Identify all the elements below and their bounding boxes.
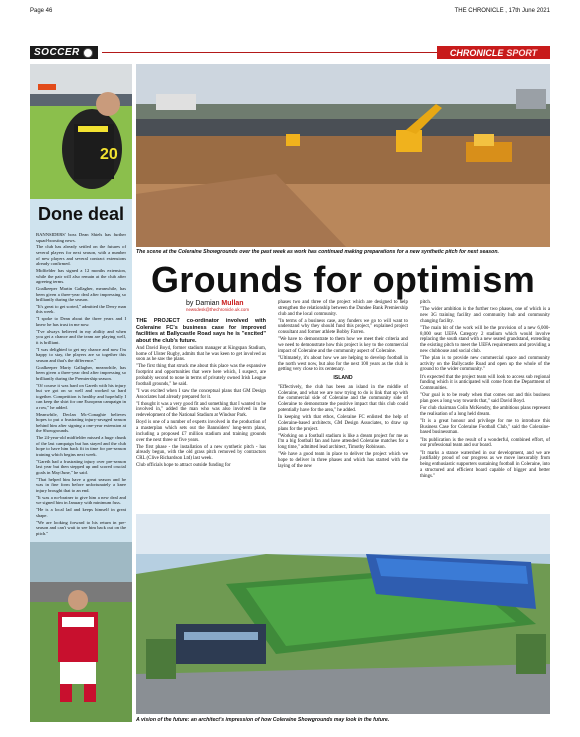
byline-email[interactable]: newsdesk@thechronicle.uk.com (186, 307, 250, 312)
paragraph: The club has already settled on the futures of several players for next season, with a number of new players and several contract extensions already confirmed. (36, 244, 126, 267)
paragraph: BANNSIDERS' boss Dean Shiels has further squad-boosting news. (36, 232, 126, 243)
sidebar-story (30, 64, 132, 722)
brand-banner (437, 46, 550, 59)
paragraph: The 24-year-old midfielder missed a huge chunk of the last campaign but has stayed and the club hope to have him back fit in time for pre-season training which begins next week. (36, 435, 126, 458)
paragraph: "It is a great honour and privilege for me to introduce this Business Case for Coleraine Football Club," said the Coleraine-based businessman. (420, 418, 550, 436)
paragraph: "Our goal is to be ready when that comes out and this business plan goes a long way towards that," said David Boyd. (420, 393, 550, 404)
publication-date: THE CHRONICLE , 17th June 2021 (454, 8, 550, 14)
paragraph: phases two and three of the project which are designed to help strengthen the relationship between the Dundee Bank Premiership club and the local community. (278, 300, 408, 317)
paragraph: In keeping with that ethos, Coleraine FC enlisted the help of Coleraine-based architects, GM Design Associates, to draw up plans for the project. (278, 415, 408, 432)
construction-photo (136, 64, 550, 247)
byline-surname: Mullan (221, 300, 244, 307)
header-rule (102, 52, 437, 53)
football-icon (83, 48, 93, 58)
render-caption: A vision of the future: an architect's impression of how Coleraine Showgrounds may look in the future. (136, 717, 390, 723)
paragraph: "It's great to get sorted," admitted the Derry man this week. (36, 303, 126, 315)
paragraph: "The main bit of the work will be the provision of a new 6,000-8,000 seat UEFA Category 2 stadium which would involve replacing the south stand with a new seated grandstand, extending the existing pitch to meet the UEFA requirements and providing a new clubhouse and social club. (420, 325, 550, 354)
paragraph: "That helped him have a great season and he was in fine form before unfortunately a knee injury brought that to an end. (36, 476, 126, 493)
sidebar-headline: Done deal (37, 204, 125, 224)
sidebar-body (36, 232, 126, 537)
byline-prefix: by Damian (186, 300, 220, 307)
paragraph: "He is a local lad and keeps himself in great shape. (36, 507, 126, 518)
article-column-2 (278, 300, 408, 471)
paragraph: "The plan is to provide new commercial space and community activity on the Ballycastle Road and open up the whole of the ground to the wider community." (420, 355, 550, 373)
paragraph: Boyd is one of a number of experts involved in the production of a masterplan which sets out the Bannsiders' long-term plans, including a proposed £7 million stadium and training grounds over the next three or five years. (136, 420, 266, 443)
paragraph: The first phase - the installation of a new synthetic pitch - has already begun, with the old grass pitch removed by contractors CRL (Clive Richardson Ltd) last week. (136, 444, 266, 462)
paragraph: Meanwhile, Declan Mc-Conaghie believes hopes to put a frustrating injury-ravaged season behind him after signing a one-year extension at the Showgrounds. (36, 411, 126, 434)
paragraph: "I thought it was a very good fit and something that I wanted to be involved in," added the man who was also involved in the redevelopment of the National Stadium at Windsor Park. (136, 401, 266, 419)
player-photo (30, 64, 132, 199)
paragraph: For club chairman Colin McKendry, the ambitious plans represent the realisation of a long held dream. (420, 406, 550, 417)
subheading: ISLAND (333, 375, 353, 382)
paragraph: "The first thing that struck me about this place was the expansive footprint and opportunities that were here which, I suspect, are probably second to none in terms of privately owned Irish League football grounds," he said. (136, 364, 266, 387)
paragraph: "The wider ambition is the further two phases, one of which is a new 3G training facility and community hub and community changing facility. (420, 307, 550, 324)
page-number: Page 46 (30, 8, 53, 14)
paragraph: "I've always believed in my ability and when you get a chance and the team are playing well, it is brilliant. (36, 328, 126, 345)
paragraph: Midfielder has signed a 12 months extension, while the pair will also remain at the club after agreeing terms. (36, 267, 126, 285)
footballer-photo (30, 542, 132, 722)
paragraph: "We have to demonstrate to them how we meet their criteria and we need to demonstrate how this project is key to the commercial impact of Coleraine and the community aspect of Coleraine. (278, 337, 408, 354)
paragraph: It's expected that the project team will look to access sub regional funding which it is anticipated will come from the Department of Communities. (420, 374, 550, 392)
paragraph: "We are looking forward to his return in pre-season and can't wait to see him back out on the pitch." (36, 519, 126, 536)
paragraph: "Of course it was hard on Gareth with his injury but we got on so well and worked so hard together. Competition is healthy and hopefully I can keep the shirt for one European campaign in a row," he added. (36, 382, 126, 410)
article-column-3 (420, 300, 550, 481)
paragraph: "Gareth had a frustrating injury over pre-season last year but then stepped up and scored crucial goals in May/June," he said. (36, 458, 126, 475)
paragraph: "Ultimately, it's about how we are helping to develop football in the north west now, but also for the next 100 years as the club is getting very close to its centenary. (278, 355, 408, 373)
paragraph: Goalkeeper Marty Gallagher, meanwhile, has been given a three-year deal after impressing so brilliantly during the Premiership season. (36, 364, 126, 381)
stadium-render-image (136, 514, 550, 714)
article-column-1 (136, 318, 266, 471)
brand-name: CHRONICLE (449, 47, 504, 58)
paragraph: "I was delighted to get my chance and now I'm happy to stay, the players are so together this season and that's the difference." (36, 346, 126, 363)
paragraph: And David Boyd, former stadium manager at Kingspan Stadium, home of Ulster Rugby, admits that he was keen to get involved as soon as he saw the plans. (136, 345, 266, 363)
paragraph: pitch. (420, 300, 432, 305)
paragraph: "Working on a football stadium is like a dream project for me as I'm a big football fan and have attended Coleraine matches for a long time," admitted lead architect, Timothy Robinson. (278, 433, 408, 451)
paragraph: "I spoke to Dean about the three years and I knew he has trust in me now. (36, 316, 126, 327)
article-headline: Grounds for optimism (151, 259, 535, 300)
paragraph: "We have a good team in place to deliver the project which we hope to deliver in three phases and which has started with the laying of the new (278, 452, 408, 469)
paragraph: THE PROJECT co-ordinator involved with Coleraine FC's business case for improved facilities at Ballycastle Road says he is "excited" about the club's future. (136, 318, 266, 344)
paragraph: "It was a no-brainer to give him a new deal and we signed him in January with minimum fuss. (36, 494, 126, 506)
paragraph: "It marks a stance watershed in our development, and we are justifiably proud of our progress as we move inexorably from being enthusiastic supporters sustaining football in Coleraine, into a structured and efficient board capable of bigger and better things." (420, 450, 550, 479)
paragraph: Club officials hope to attract outside funding for (136, 463, 231, 469)
photo-caption: The scene at the Coleraine Showgrounds over the past week as work has continued making preparations for a new synthetic pitch for next season. (136, 249, 499, 255)
paragraph: Goalkeeper Martin Gallagher, meanwhile, has been given a three-year deal after impressing so brilliantly during the season. (36, 285, 126, 303)
section-label: SOCCER (34, 47, 80, 58)
brand-sub: SPORT (506, 47, 538, 58)
paragraph: "Its publication is the result of a wonderful, combined effort, of our professional team and our board. (420, 437, 550, 449)
paragraph: "In terms of a business case, any funders we go to will want to understand why they should fund this project," explained project consultant and former athlete Bobby Farren. (278, 318, 408, 336)
section-soccer-banner (30, 46, 98, 59)
paragraph: "I was excited when I saw the conceptual plans that GM Design Associates had already prepared for it. (136, 388, 266, 400)
svg-text:20: 20 (100, 146, 118, 163)
paragraph: "Effectively, the club has been an island in the middle of Coleraine, and what we are now trying to do is link that up with the commercial side of Coleraine and the community side of Coleraine to demonstrate the positive impact that this club could potentially have for the area," he added. (278, 384, 408, 413)
